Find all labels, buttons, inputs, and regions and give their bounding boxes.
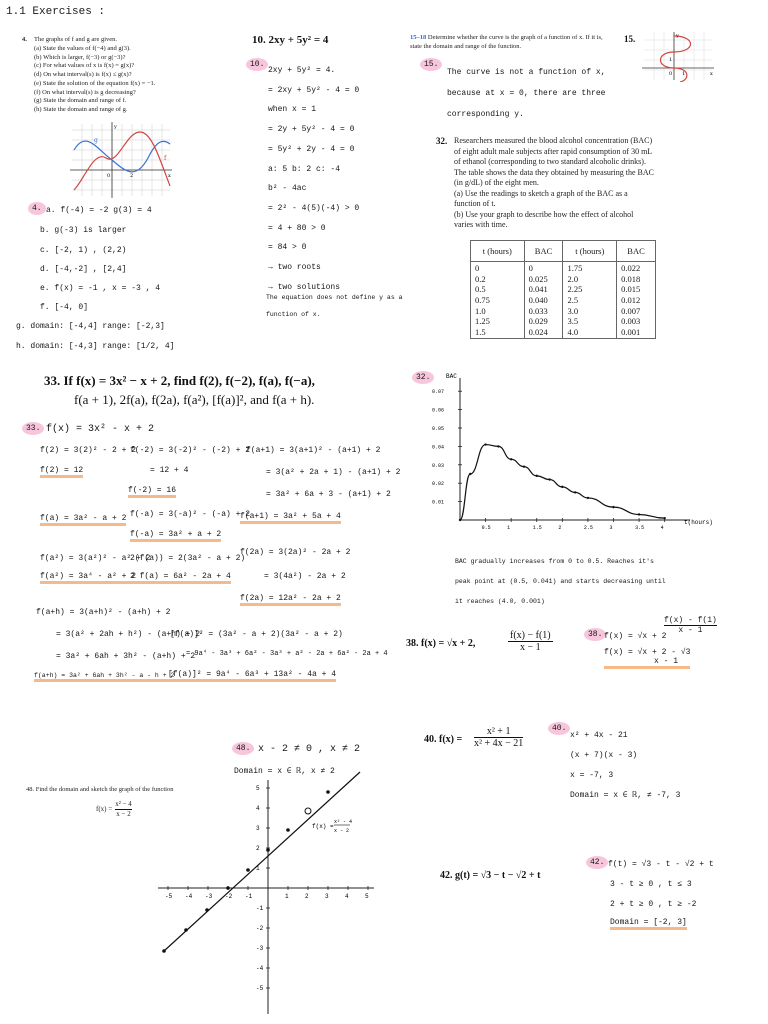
work-line: when x = 1 — [268, 105, 317, 115]
answer-38-result — [604, 648, 690, 669]
description-line: BAC gradually increases from 0 to 0.5. Reaches it's — [455, 558, 654, 565]
answer-38-line-1: f(x) = √x + 2 — [604, 632, 667, 641]
answer-32-number: 32. — [412, 371, 434, 384]
x-axis-label: x — [710, 71, 713, 77]
table-column-bac1 — [524, 262, 563, 339]
x-tick-label: 3 — [325, 893, 329, 900]
y-tick-label: 0.05 — [432, 426, 445, 432]
table-cell: 3.0 — [567, 305, 579, 316]
table-cell: 2.25 — [567, 284, 583, 295]
answer-15-number-wrap — [420, 60, 442, 69]
2fa-result: 2 f(a) = 6a² - 2a + 4 — [130, 572, 231, 584]
result-denominator: x - 1 — [654, 657, 679, 666]
answer-line: The curve is not a function of x, — [447, 68, 606, 77]
y-tick-label: 4 — [256, 805, 260, 812]
table-cell: 0.012 — [621, 294, 641, 305]
description-line: peak point at (0.5, 0.041) and starts decreasing until — [455, 578, 666, 585]
plot-point — [286, 828, 290, 832]
data-point — [484, 443, 486, 445]
table-cell: 0.022 — [621, 263, 641, 273]
plot-point — [326, 790, 330, 794]
table-cell: 0.5 — [475, 284, 486, 295]
problem-32-line: of eight adult male subjects after rapid consumption of 30 mL — [454, 146, 653, 156]
answer-38-fraction — [664, 616, 717, 635]
work-line: x² + 4x - 21 — [570, 731, 628, 740]
x-axis-label: x — [168, 173, 171, 179]
fma-result: f(-a) = 3a² + a + 2 — [130, 530, 221, 542]
problem-32-line: (in g/dL) of the eight men. — [454, 178, 539, 187]
data-point — [574, 491, 576, 493]
bac-table — [470, 240, 656, 339]
table-cell: 3.5 — [567, 316, 579, 327]
answer-42-line-3: 2 + t ≥ 0 , t ≥ -2 — [610, 900, 697, 909]
answer-40-number-wrap — [548, 724, 570, 733]
fah-line-1: f(a+h) = 3(a+h)² - (a+h) + 2 — [36, 608, 171, 617]
f2a-line-1: f(2a) = 3(2a)² - 2a + 2 — [240, 548, 351, 557]
problem-33-line-1: 33. If f(x) = 3x² − x + 2, find f(2), f(−2), f(a), f(−a), — [44, 373, 315, 388]
data-point — [536, 475, 538, 477]
table-header: BAC — [617, 241, 656, 262]
answer-48-number-wrap — [232, 744, 254, 753]
table-cell: 2.5 — [567, 294, 579, 305]
x-tick-label: 3.5 — [635, 525, 645, 531]
y-tick-label: -2 — [256, 925, 264, 932]
y-tick-label: 0.01 — [432, 499, 445, 506]
problem-4-line: (e) State the solution of the equation f(x) = −1. — [34, 79, 156, 87]
f2a-line-2: = 3(4a²) - 2a + 2 — [264, 572, 346, 581]
answer-10-conclusion-1: The equation does not define y as a — [266, 294, 403, 301]
data-point — [497, 445, 499, 447]
problem-33-line-2: f(a + 1), 2f(a), f(2a), f(a²), [f(a)]², and f(a + h). — [74, 391, 315, 407]
x-tick-label: 4 — [660, 525, 664, 531]
answer-15-text — [447, 62, 605, 125]
fah-result: f(a+h) = 3a² + 6ah + 3h² - a - h + 2 — [34, 672, 174, 682]
y-tick-label: -4 — [256, 965, 264, 972]
x-tick-label: 4 — [345, 893, 349, 900]
work-line: = 2y + 5y² - 4 = 0 — [268, 125, 355, 135]
problem-4-text — [22, 36, 236, 115]
fm2-line-1: f(-2) = 3(-2)² - (-2) + 2 — [130, 446, 251, 455]
y-tick-label: 5 — [256, 785, 260, 792]
data-point — [561, 486, 563, 488]
work-line: → two solutions — [268, 282, 341, 292]
y-axis-label: y — [676, 33, 679, 39]
problem-15-number: 15. — [624, 34, 636, 44]
x-tick-label: 2 — [305, 893, 309, 900]
answer-48-line-2: Domain = x ∈ ℝ, x ≠ 2 — [234, 767, 335, 776]
problem-4-line: (c) For what values of x is f(x) = g(x)? — [34, 62, 135, 70]
fraction-denominator: x - 1 — [678, 626, 703, 635]
bac-chart — [430, 370, 720, 540]
problem-32-line: Researchers measured the blood alcohol concentration (BAC) — [454, 136, 653, 145]
answer-33-head: f(x) = 3x² - x + 2 — [46, 424, 155, 435]
y-tick-label: -1 — [256, 905, 264, 912]
table-cell: 0.018 — [621, 273, 641, 284]
x-tick-label: -2 — [225, 893, 233, 900]
problem-32-line: of ethanol (corresponding to two standard alcoholic drinks). — [454, 157, 646, 166]
answer-40-number: 40. — [548, 722, 570, 735]
origin-label: 0 — [669, 71, 673, 77]
plot-point — [266, 848, 270, 852]
table-row — [471, 262, 656, 339]
work-line: = 84 > 0 — [268, 243, 307, 253]
x-tick-label: 3 — [609, 525, 613, 531]
x-tick-label: 2.5 — [583, 525, 593, 531]
problem-4-line: (g) State the domain and range of f. — [34, 97, 127, 105]
hole-point — [305, 808, 311, 814]
y-tick-label: 0.07 — [432, 389, 445, 396]
y-axis-label: y — [114, 124, 117, 130]
table-cell: 0 — [528, 263, 533, 273]
answer-33-number-wrap — [22, 424, 44, 433]
answer-4g: g. domain: [-4,4] range: [-2,3] — [16, 322, 165, 331]
y-tick-label: 0.06 — [432, 407, 445, 414]
answer-32-description — [455, 552, 666, 612]
data-point — [663, 517, 665, 519]
result-numerator: f(x) = √x + 2 - √3 — [604, 648, 691, 657]
table-cell: 4.0 — [567, 326, 579, 337]
answer-10-conclusion-2: function of x. — [266, 311, 321, 318]
table-cell: 0.025 — [528, 273, 548, 284]
fa-result: f(a) = 3a² - a + 2 — [40, 514, 126, 526]
y-tick-label: 2 — [256, 845, 260, 852]
answer-38-number: 38. — [584, 628, 606, 641]
answer-4-number: 4. — [28, 202, 46, 215]
plot-point — [205, 908, 209, 912]
problem-32-number: 32. — [436, 136, 448, 146]
data-point — [587, 497, 589, 499]
work-line: Domain = x ∈ ℝ, ≠ -7, 3 — [570, 791, 681, 800]
problem-48-graph — [150, 770, 380, 1020]
y-tick-label: -5 — [256, 985, 264, 992]
data-point — [510, 458, 512, 460]
description-line: it reaches (4.0, 0.001) — [455, 598, 545, 605]
table-header: t (hours) — [563, 241, 617, 262]
problem-15-18-statement: Determine whether the curve is the graph of a function of x. If it is, state the domain and range of the function. — [410, 34, 603, 50]
fraction-denominator: x − 2 — [116, 810, 131, 819]
chart-title: BAC — [446, 373, 457, 380]
plot-point — [246, 868, 250, 872]
data-point — [459, 519, 461, 521]
problem-15-18-range: 15–18 — [410, 34, 427, 41]
table-cell: 0.001 — [621, 326, 641, 337]
y-tick-label: 0.03 — [432, 462, 445, 469]
g-label: g — [94, 137, 98, 144]
function-denominator: x - 2 — [334, 828, 350, 834]
curve — [661, 36, 691, 82]
fasq-line-1: [f(a)]² = (3a² - a + 2)(3a² - a + 2) — [170, 630, 343, 639]
problem-33-statement — [44, 372, 315, 410]
problem-40-fraction — [474, 726, 523, 749]
problem-38-fraction — [508, 630, 553, 653]
answer-42-number-wrap — [586, 858, 608, 867]
fasq-result: [f(a)]² = 9a⁴ - 6a³ + 13a² - 4a + 4 — [168, 670, 336, 682]
answer-4h: h. domain: [-4,3] range: [1/2, 4] — [16, 342, 175, 351]
problem-40-statement: 40. f(x) = — [424, 734, 463, 745]
problem-4-line: The graphs of f and g are given. — [34, 36, 118, 43]
table-cell: 1.5 — [475, 326, 486, 337]
answer-line: because at x = 0, there are three — [447, 89, 606, 98]
answer-42-number: 42. — [586, 856, 608, 869]
fraction-numerator: x² − 4 — [115, 800, 132, 810]
table-column-bac2 — [617, 262, 656, 339]
data-point — [612, 506, 614, 508]
answer-10-number-wrap — [246, 60, 268, 69]
answer-48-line-1: x - 2 ≠ 0 , x ≠ 2 — [258, 744, 361, 755]
plot-point — [226, 886, 230, 890]
work-line: = 5y² + 2y - 4 = 0 — [268, 144, 355, 154]
y-tick-label: -3 — [256, 945, 264, 952]
problem-4-number: 4. — [22, 36, 27, 43]
tick-label: 1 — [682, 71, 686, 77]
answer-40-work — [570, 726, 680, 806]
answer-4c: c. [-2, 1) , (2,2) — [40, 246, 127, 255]
problem-32-text — [454, 136, 704, 231]
answer-42-result: Domain = [-2, 3] — [610, 918, 687, 930]
answer-4a-text: a. f(-4) = -2 g(3) = 4 — [46, 206, 152, 215]
problem-32-line: The table shows the data they obtained by measuring the BAC — [454, 167, 654, 177]
fah-line-2: = 3(a² + 2ah + h²) - (a+h) + 2 — [56, 630, 201, 639]
fasq-line-2: = 9a⁴ - 3a³ + 6a² - 3a³ + a² - 2a + 6a² - 2a + 4 — [186, 650, 388, 658]
fraction-denominator: x² + 4x − 21 — [474, 738, 524, 749]
fa2-line-1: f(a²) = 3(a²)² - a² + 2 — [40, 554, 151, 563]
work-line: (x + 7)(x - 3) — [570, 751, 638, 760]
fa1-result: f(a+1) = 3a² + 5a + 4 — [240, 512, 341, 524]
table-cell: 0.003 — [621, 316, 641, 327]
data-point — [638, 513, 640, 515]
f2a-result: f(2a) = 12a² - 2a + 2 — [240, 594, 341, 606]
data-point — [523, 465, 525, 467]
fraction-numerator: x² + 1 — [474, 726, 523, 738]
tick-label: 2 — [130, 173, 134, 179]
answer-10-work — [268, 61, 359, 297]
problem-48-function — [96, 800, 132, 820]
work-line: → two roots — [268, 263, 321, 273]
y-tick-label: 1 — [256, 865, 260, 872]
problem-4-line: (b) Which is larger, f(−3) or g(−3)? — [34, 53, 126, 61]
fm2-line-2: = 12 + 4 — [150, 466, 189, 475]
problem-32-line: function of t. — [454, 199, 496, 208]
problem-4-line: (f) On what interval(s) is g decreasing? — [34, 88, 136, 96]
fraction-numerator: f(x) - f(1) — [664, 616, 717, 625]
x-tick-label: -3 — [205, 893, 213, 900]
y-tick-label: 0.04 — [432, 444, 445, 451]
table-cell: 0.041 — [528, 284, 548, 295]
x-tick-label: -4 — [185, 893, 193, 900]
table-cell: 0.2 — [475, 273, 486, 284]
problem-38-statement: 38. f(x) = √x + 2, — [406, 638, 476, 649]
table-cell: 0 — [475, 263, 480, 273]
problem-4-line: (a) State the values of f(−4) and g(3). — [34, 44, 131, 52]
x-axis-title: t(hours) — [684, 519, 713, 526]
fraction-numerator: f(x) − f(1) — [510, 630, 551, 641]
table-column-t1 — [471, 262, 525, 339]
work-line: = 4 + 80 > 0 — [268, 223, 326, 233]
fa2-result: f(a²) = 3a⁴ - a² + 2 — [40, 572, 136, 584]
table-cell: 1.75 — [567, 263, 583, 273]
problem-32-line: varies with time. — [454, 220, 508, 229]
work-line: x = -7, 3 — [570, 771, 614, 780]
function-label: f(x) = — [96, 805, 113, 814]
work-line: = 2² - 4(5)(-4) > 0 — [268, 203, 360, 213]
plot-point — [184, 928, 188, 932]
problem-42-statement: 42. g(t) = √3 − t − √2 + t — [440, 870, 541, 881]
answer-15-number: 15. — [420, 58, 442, 71]
answer-48-number: 48. — [232, 742, 254, 755]
function-numerator: x² - 4 — [334, 819, 353, 825]
x-tick-label: 2 — [558, 525, 562, 531]
series-line — [460, 445, 665, 520]
table-cell: 0.029 — [528, 316, 548, 327]
answer-4a — [28, 204, 46, 213]
problem-4-line: (h) State the domain and range of g. — [34, 106, 128, 114]
x-tick-label: 1.5 — [532, 525, 542, 531]
answer-line: corresponding y. — [447, 110, 524, 119]
table-cell: 1.25 — [475, 316, 490, 327]
work-line: 2xy + 5y² = 4. — [268, 66, 336, 75]
work-line: b² - 4ac — [268, 184, 307, 194]
x-tick-label: -1 — [245, 893, 253, 900]
work-line: = 2xy + 5y² - 4 = 0 — [268, 85, 360, 95]
answer-4d: d. [-4,-2] , [2,4] — [40, 265, 127, 274]
fa1-line-2: = 3(a² + 2a + 1) - (a+1) + 2 — [266, 468, 401, 477]
table-cell: 2.0 — [567, 273, 579, 284]
problem-32-line: (a) Use the readings to sketch a graph of the BAC as a — [454, 188, 628, 198]
fma-line-1: f(-a) = 3(-a)² - (-a) + 2 — [130, 510, 251, 519]
problem-4-line: (d) On what interval(s) is f(x) ≤ g(x)? — [34, 71, 132, 79]
tick-label: 1 — [669, 57, 673, 63]
fraction-denominator: x − 1 — [519, 642, 541, 653]
f-label: f — [164, 155, 167, 162]
y-tick-label: 0.02 — [432, 481, 445, 488]
x-tick-label: 1 — [507, 525, 511, 531]
table-column-t2 — [563, 262, 617, 339]
fah-line-3: = 3a² + 6ah + 3h² - (a+h) + 2 — [56, 652, 196, 661]
function-label: f(x) = — [312, 823, 334, 830]
page-title: 1.1 Exercises : — [6, 6, 106, 18]
table-cell: 0.024 — [528, 326, 548, 337]
work-line: a: 5 b: 2 c: -4 — [268, 164, 341, 174]
data-point — [469, 473, 471, 475]
x-tick-label: 5 — [365, 893, 369, 900]
f2-line-1: f(2) = 3(2)² - 2 + 2 — [40, 446, 137, 455]
table-cell: 0.75 — [475, 294, 490, 305]
table-header: t (hours) — [471, 241, 525, 262]
fa1-line-3: = 3a² + 6a + 3 - (a+1) + 2 — [266, 490, 391, 499]
problem-32-line: (b) Use your graph to describe how the effect of alcohol — [454, 209, 634, 219]
x-tick-label: -5 — [165, 893, 173, 900]
data-point — [548, 478, 550, 480]
x-tick-label: 1 — [285, 893, 289, 900]
table-cell: 0.040 — [528, 294, 548, 305]
answer-4f: f. [-4, 0] — [40, 303, 89, 312]
answer-42-line-2: 3 - t ≥ 0 , t ≤ 3 — [610, 880, 692, 889]
table-cell: 0.033 — [528, 305, 548, 316]
fa1-line-1: f(a+1) = 3(a+1)² - (a+1) + 2 — [246, 446, 381, 455]
plot-point — [162, 949, 166, 953]
x-tick-label: 0.5 — [481, 525, 491, 531]
f2-result: f(2) = 12 — [40, 466, 83, 478]
2fa-line-1: 2(f(a)) = 2(3a² - a + 2) — [130, 554, 246, 563]
table-cell: 0.015 — [621, 284, 641, 295]
table-cell: 1.0 — [475, 305, 486, 316]
problem-15-18-text — [410, 34, 610, 52]
table-header: BAC — [524, 241, 563, 262]
y-tick-label: 3 — [256, 825, 260, 832]
problem-4-graph — [66, 120, 176, 200]
answer-4e: e. f(x) = -1 , x = -3 , 4 — [40, 284, 161, 293]
problem-10-statement: 10. 2xy + 5y² = 4 — [252, 34, 329, 46]
fm2-result: f(-2) = 16 — [128, 486, 176, 498]
answer-10-number: 10. — [246, 58, 268, 71]
table-cell: 0.007 — [621, 305, 641, 316]
answer-33-number: 33. — [22, 422, 44, 435]
problem-15-graph — [640, 30, 716, 82]
answer-42-line-1: f(t) = √3 - t - √2 + t — [608, 860, 714, 869]
problem-48-statement: 48. Find the domain and sketch the graph of the function — [26, 786, 174, 793]
answer-4b: b. g(-3) is larger — [40, 226, 127, 235]
origin-label: 0 — [107, 173, 111, 179]
